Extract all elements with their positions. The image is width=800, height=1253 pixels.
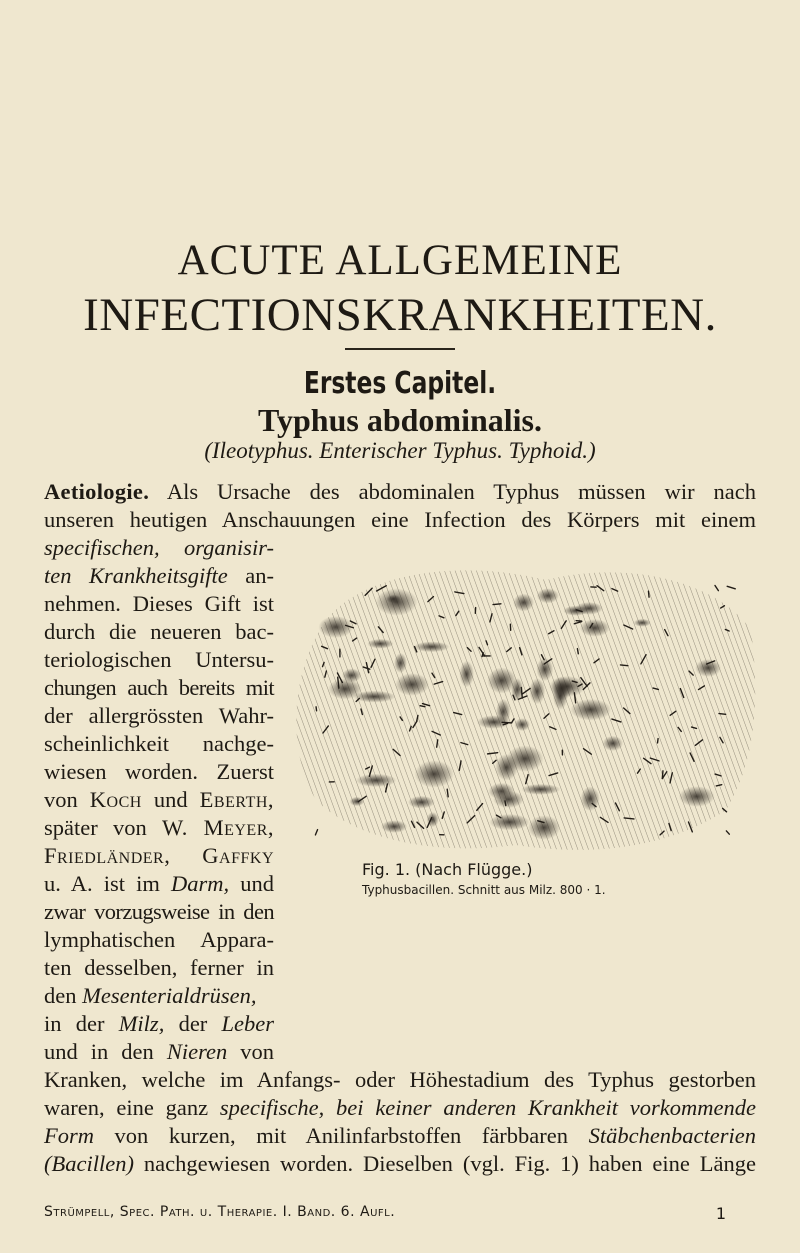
bacillus	[493, 604, 501, 605]
page-footer	[44, 1204, 756, 1223]
text-span: und	[240, 871, 275, 896]
text-span: (Bacillen)	[44, 1151, 134, 1176]
text-line: lymphatischen Appara-	[44, 927, 274, 952]
cell-cluster	[459, 661, 474, 688]
cell-cluster	[679, 786, 715, 807]
cell-cluster	[342, 668, 361, 682]
text-span: Nieren	[166, 1039, 228, 1064]
bacillus	[521, 687, 522, 698]
bacillus	[316, 707, 317, 711]
bacillus	[447, 789, 448, 797]
text-span: Mesenterialdrüsen,	[82, 983, 257, 1008]
cell-cluster	[350, 797, 365, 806]
text-span: Stäbchenbacterien	[588, 1123, 757, 1148]
figure-subcaption: Typhusbacillen. Schnitt aus Milz. 800 · 1.	[362, 883, 606, 897]
text-span: Darm,	[171, 871, 230, 896]
cell-cluster	[529, 678, 545, 704]
text-span: von kurzen, mit Anilinfarbstoffen färbbaren	[114, 1123, 569, 1148]
cell-cluster	[514, 718, 530, 731]
cell-cluster	[536, 658, 553, 681]
cell-cluster	[356, 774, 397, 787]
text-line	[44, 478, 756, 506]
text-line: ten desselben, ferner in	[44, 955, 274, 980]
text-line	[44, 1122, 756, 1150]
cell-cluster	[634, 619, 651, 627]
cell-cluster	[367, 639, 393, 649]
cell-cluster	[318, 616, 353, 638]
bacillus	[420, 706, 425, 707]
text-span: Leber	[221, 1011, 275, 1036]
text-line: wiesen worden. Zuerst	[44, 759, 274, 784]
text-line: durch die neueren bac-	[44, 619, 274, 644]
cell-cluster	[328, 678, 362, 699]
title-divider	[345, 348, 455, 350]
bacillus	[727, 586, 735, 589]
text-line: unseren heutigen Anschauungen eine Infection des Körpers mit einem	[44, 507, 756, 532]
paragraph-lead: Aetiologie.	[44, 479, 150, 504]
bacillus	[715, 585, 718, 590]
text-line	[44, 870, 274, 898]
cell-cluster	[506, 746, 543, 772]
text-span: Milz,	[118, 1011, 165, 1036]
cell-cluster	[414, 760, 453, 787]
footer-citation: Strümpell, Spec. Path. u. Therapie. I. Band. 6. Aufl.	[44, 1204, 396, 1220]
section-heading: Typhus abdominalis.	[258, 402, 542, 438]
cell-cluster	[513, 594, 534, 612]
text-span: nachgewiesen worden. Dieselben (vgl. Fig. 1) haben eine Länge	[143, 1151, 756, 1176]
text-span: den	[44, 983, 77, 1008]
text-span: von	[44, 787, 78, 812]
cell-cluster	[489, 814, 529, 830]
bacillus	[719, 714, 726, 715]
text-span: der	[178, 1011, 208, 1036]
author-name: Eberth,	[199, 787, 275, 812]
cell-cluster	[580, 619, 610, 637]
cell-cluster	[521, 784, 560, 795]
cell-cluster	[563, 606, 588, 616]
bacillus	[620, 665, 627, 666]
micrograph-drawing	[296, 570, 755, 850]
tissue-section	[296, 570, 755, 850]
text-line: specifischen, organisir-	[44, 535, 274, 560]
text-line	[44, 562, 274, 590]
bacillus	[648, 591, 649, 597]
cell-cluster	[408, 796, 435, 809]
text-span: specifische, bei keiner anderen Krankheit vorkommende	[219, 1095, 756, 1120]
text-line: Kranken, welche im Anfangs- oder Höhestadium des Typhus gestorben	[44, 1067, 756, 1092]
figure-caption: Fig. 1. (Nach Flügge.)	[362, 860, 533, 879]
cell-cluster	[493, 791, 524, 808]
text-span: Form	[44, 1123, 94, 1148]
page-number: 1	[715, 1204, 726, 1223]
text-line	[44, 1010, 274, 1038]
text-line: chungen auch bereits mit	[44, 675, 274, 700]
cell-cluster	[381, 820, 407, 833]
author-name: W. Meyer,	[162, 815, 275, 840]
text-span: u. A. ist im	[44, 871, 160, 896]
text-line: nehmen. Dieses Gift ist	[44, 591, 274, 616]
cell-cluster	[602, 736, 623, 751]
book-title-line-1: ACUTE ALLGEMEINE	[177, 237, 623, 284]
author-name: Koch	[89, 787, 142, 812]
bacillus	[658, 739, 659, 743]
text-span: an-	[245, 563, 274, 588]
text-span: und in den	[44, 1039, 154, 1064]
text-line	[44, 814, 274, 842]
cell-cluster	[553, 682, 568, 710]
cell-cluster	[695, 659, 721, 677]
bacillus	[726, 831, 729, 834]
micrograph-figure	[286, 560, 760, 856]
text-span: später von	[44, 815, 147, 840]
text-line: der allergrössten Wahr-	[44, 703, 274, 728]
bacillus	[577, 649, 578, 654]
bacillus	[315, 830, 317, 835]
cell-cluster	[528, 815, 560, 840]
cell-cluster	[395, 673, 429, 696]
cell-cluster	[537, 588, 559, 603]
cell-cluster	[487, 667, 516, 693]
bacillus	[505, 801, 506, 806]
text-line: zwar vorzugsweise in den	[44, 899, 274, 924]
text-line: Friedländer, Gaffky	[44, 843, 274, 868]
cell-cluster	[386, 595, 401, 603]
text-line	[44, 1150, 756, 1178]
cell-cluster	[580, 786, 599, 811]
text-span: in der	[44, 1011, 105, 1036]
text-span: Als Ursache des abdominalen Typhus müssen wir nach	[166, 479, 756, 504]
cell-cluster	[570, 699, 611, 721]
text-line: scheinlichkeit nachge-	[44, 731, 274, 756]
text-span: waren, eine ganz	[44, 1095, 209, 1120]
text-span: und	[153, 787, 188, 812]
text-line	[44, 1094, 756, 1122]
text-span: ten Krankheitsgifte	[44, 563, 228, 588]
chapter-heading: Erstes Capitel.	[303, 366, 497, 401]
book-title-line-2: INFECTIONSKRANKHEITEN.	[83, 289, 717, 341]
text-line	[44, 786, 274, 814]
section-synonyms: (Ileotyphus. Enterischer Typhus. Typhoid.)	[204, 438, 596, 463]
text-line: teriologischen Untersu-	[44, 647, 274, 672]
text-span: von	[240, 1039, 275, 1064]
cell-cluster	[414, 641, 450, 652]
text-line	[44, 982, 274, 1010]
cell-cluster	[394, 653, 407, 673]
text-line	[44, 1038, 274, 1066]
